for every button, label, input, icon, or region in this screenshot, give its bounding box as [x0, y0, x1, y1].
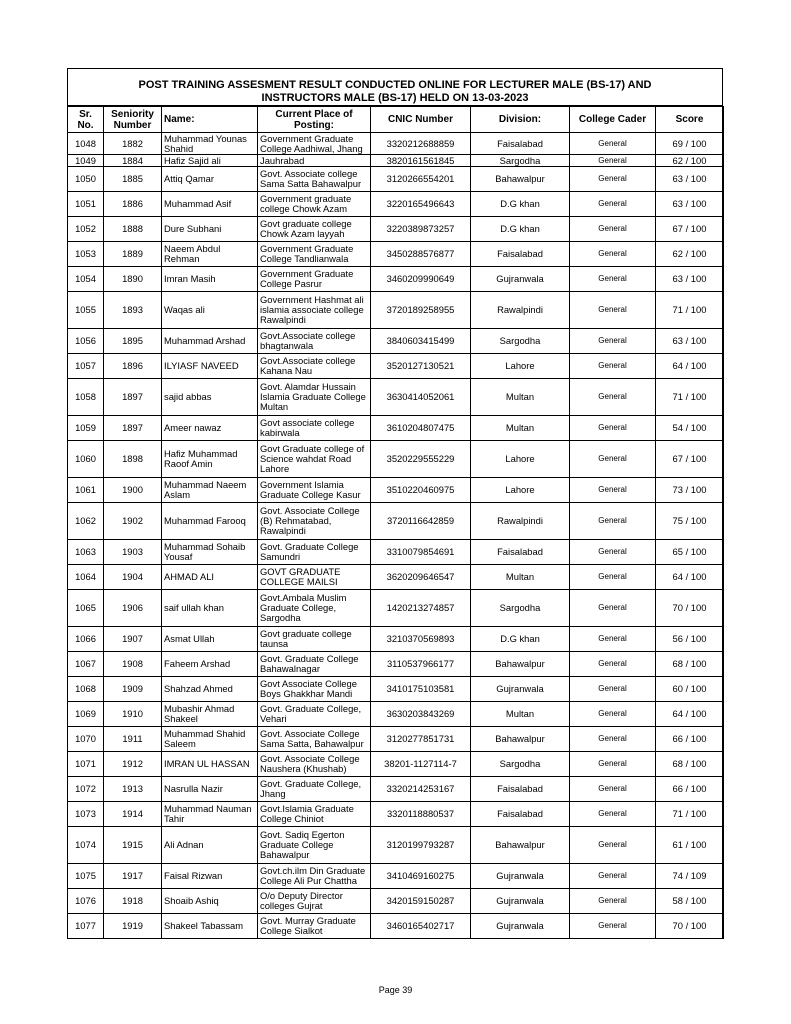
table-row [68, 627, 724, 652]
row-name: Asmat Ullah [162, 627, 258, 652]
table-row [68, 540, 724, 565]
row-cader: General [570, 478, 656, 503]
row-score: 65 / 100 [656, 540, 724, 565]
row-division: Bahawalpur [471, 167, 570, 192]
row-sr: 1064 [68, 565, 104, 590]
row-sr: 1077 [68, 914, 104, 939]
row-name: Muhammad Farooq [162, 503, 258, 540]
row-sr: 1075 [68, 864, 104, 889]
row-cader: General [570, 267, 656, 292]
row-score: 69 / 100 [656, 133, 724, 155]
row-name: Muhammad Shahid Saleem [162, 727, 258, 752]
row-score: 66 / 100 [656, 777, 724, 802]
row-posting: Govt Graduate college of Science wahdat Road Lahore [258, 441, 371, 478]
row-score: 62 / 100 [656, 242, 724, 267]
row-seniority: 1889 [104, 242, 162, 267]
row-posting: Govt. Graduate College, Jhang [258, 777, 371, 802]
row-score: 58 / 100 [656, 889, 724, 914]
row-cader: General [570, 727, 656, 752]
row-posting: Govt.Associate college Kahana Nau [258, 354, 371, 379]
table-row [68, 914, 724, 939]
row-division: Sargodha [471, 752, 570, 777]
row-cader: General [570, 627, 656, 652]
header-row [68, 107, 724, 133]
row-name: Shakeel Tabassam [162, 914, 258, 939]
row-cnic: 3210370569893 [371, 627, 471, 652]
row-name: Imran Masih [162, 267, 258, 292]
row-seniority: 1909 [104, 677, 162, 702]
row-cnic: 3460165402717 [371, 914, 471, 939]
row-cader: General [570, 292, 656, 329]
row-division: Multan [471, 379, 570, 416]
table-row [68, 329, 724, 354]
row-name: Muhammad Asif [162, 192, 258, 217]
title-line-2: INSTRUCTORS MALE (BS-17) HELD ON 13-03-2023 [261, 92, 529, 104]
table-row [68, 652, 724, 677]
row-posting: Govt. Associate college Sama Satta Bahawalpur [258, 167, 371, 192]
row-posting: Govt graduate college taunsa [258, 627, 371, 652]
row-score: 62 / 100 [656, 155, 724, 167]
row-cader: General [570, 677, 656, 702]
row-posting: Govt. Associate College Naushera (Khushab) [258, 752, 371, 777]
row-score: 56 / 100 [656, 627, 724, 652]
row-division: D.G khan [471, 192, 570, 217]
row-division: Gujranwala [471, 864, 570, 889]
row-cader: General [570, 752, 656, 777]
row-cader: General [570, 329, 656, 354]
table-row [68, 267, 724, 292]
page-number: Page 39 [378, 985, 413, 995]
row-division: D.G khan [471, 217, 570, 242]
table-row [68, 802, 724, 827]
row-seniority: 1900 [104, 478, 162, 503]
row-cnic: 3120266554201 [371, 167, 471, 192]
row-name: Naeem Abdul Rehman [162, 242, 258, 267]
row-seniority: 1902 [104, 503, 162, 540]
row-cader: General [570, 379, 656, 416]
row-name: ILYIASF NAVEED [162, 354, 258, 379]
row-name: AHMAD ALI [162, 565, 258, 590]
row-sr: 1049 [68, 155, 104, 167]
row-name: Hafiz Muhammad Raoof Amin [162, 441, 258, 478]
table-body [68, 133, 724, 939]
header-score: Score [656, 107, 724, 133]
row-cnic: 3120277851731 [371, 727, 471, 752]
row-seniority: 1917 [104, 864, 162, 889]
table-row [68, 155, 724, 167]
row-division: Bahawalpur [471, 827, 570, 864]
row-seniority: 1884 [104, 155, 162, 167]
row-sr: 1051 [68, 192, 104, 217]
row-cnic: 3310079854691 [371, 540, 471, 565]
row-division: Sargodha [471, 329, 570, 354]
row-score: 64 / 100 [656, 354, 724, 379]
row-score: 71 / 100 [656, 379, 724, 416]
row-name: Dure Subhani [162, 217, 258, 242]
row-posting: Govt. Alamdar Hussain Islamia Graduate College Multan [258, 379, 371, 416]
row-seniority: 1890 [104, 267, 162, 292]
table-row [68, 242, 724, 267]
row-division: Sargodha [471, 155, 570, 167]
row-seniority: 1886 [104, 192, 162, 217]
row-cnic: 3450288576877 [371, 242, 471, 267]
table-row [68, 167, 724, 192]
row-sr: 1048 [68, 133, 104, 155]
row-sr: 1069 [68, 702, 104, 727]
row-seniority: 1915 [104, 827, 162, 864]
row-cader: General [570, 133, 656, 155]
table-row [68, 889, 724, 914]
row-division: Multan [471, 702, 570, 727]
row-cnic: 3120199793287 [371, 827, 471, 864]
row-score: 64 / 100 [656, 702, 724, 727]
row-division: Rawalpindi [471, 292, 570, 329]
row-sr: 1061 [68, 478, 104, 503]
row-name: Ameer nawaz [162, 416, 258, 441]
row-name: Shahzad Ahmed [162, 677, 258, 702]
row-division: Faisalabad [471, 242, 570, 267]
row-name: Faheem Arshad [162, 652, 258, 677]
table-row [68, 727, 724, 752]
table-row [68, 503, 724, 540]
row-posting: Government Graduate College Aadhiwal, Jhang [258, 133, 371, 155]
row-division: D.G khan [471, 627, 570, 652]
row-division: Lahore [471, 478, 570, 503]
row-cnic: 3320212688859 [371, 133, 471, 155]
row-seniority: 1904 [104, 565, 162, 590]
row-name: Muhammad Younas Shahid [162, 133, 258, 155]
row-name: sajid abbas [162, 379, 258, 416]
row-posting: Jauhrabad [258, 155, 371, 167]
row-cnic: 3410175103581 [371, 677, 471, 702]
row-posting: GOVT GRADUATE COLLEGE MAILSI [258, 565, 371, 590]
row-cnic: 38201-1127114-7 [371, 752, 471, 777]
row-sr: 1059 [68, 416, 104, 441]
row-cnic: 3220389873257 [371, 217, 471, 242]
row-score: 70 / 100 [656, 590, 724, 627]
row-cader: General [570, 914, 656, 939]
row-cnic: 3520229555229 [371, 441, 471, 478]
row-seniority: 1907 [104, 627, 162, 652]
row-score: 68 / 100 [656, 752, 724, 777]
row-seniority: 1903 [104, 540, 162, 565]
table-row [68, 192, 724, 217]
row-score: 61 / 100 [656, 827, 724, 864]
row-seniority: 1911 [104, 727, 162, 752]
row-name: Nasrulla Nazir [162, 777, 258, 802]
row-cnic: 3720116642859 [371, 503, 471, 540]
row-cader: General [570, 354, 656, 379]
row-score: 70 / 100 [656, 914, 724, 939]
row-cader: General [570, 416, 656, 441]
row-sr: 1053 [68, 242, 104, 267]
row-division: Multan [471, 416, 570, 441]
row-score: 67 / 100 [656, 217, 724, 242]
table-row [68, 478, 724, 503]
row-posting: Govt. Associate College (B) Rehmatabad, Rawalpindi [258, 503, 371, 540]
row-name: Attiq Qamar [162, 167, 258, 192]
row-posting: Government Graduate College Pasrur [258, 267, 371, 292]
header-cnic: CNIC Number [371, 107, 471, 133]
row-sr: 1056 [68, 329, 104, 354]
row-seniority: 1908 [104, 652, 162, 677]
row-division: Sargodha [471, 590, 570, 627]
row-cader: General [570, 242, 656, 267]
row-name: Muhammad Sohaib Yousaf [162, 540, 258, 565]
row-seniority: 1896 [104, 354, 162, 379]
header-posting: Current Place of Posting: [258, 107, 371, 133]
row-cader: General [570, 777, 656, 802]
row-division: Multan [471, 565, 570, 590]
row-sr: 1065 [68, 590, 104, 627]
row-division: Gujranwala [471, 889, 570, 914]
table-row [68, 777, 724, 802]
row-cnic: 3620209646547 [371, 565, 471, 590]
row-score: 54 / 100 [656, 416, 724, 441]
row-score: 75 / 100 [656, 503, 724, 540]
row-score: 71 / 100 [656, 292, 724, 329]
row-cnic: 3630414052061 [371, 379, 471, 416]
row-score: 74 / 109 [656, 864, 724, 889]
row-sr: 1057 [68, 354, 104, 379]
row-cnic: 3220165496643 [371, 192, 471, 217]
table-row [68, 379, 724, 416]
row-posting: Government Hashmat ali islamia associate college Rawalpindi [258, 292, 371, 329]
row-posting: Government Islamia Graduate College Kasur [258, 478, 371, 503]
table-row [68, 590, 724, 627]
row-sr: 1054 [68, 267, 104, 292]
row-posting: Govt. Associate College Sama Satta, Bahawalpur [258, 727, 371, 752]
header-division: Division: [471, 107, 570, 133]
row-name: Hafiz Sajid ali [162, 155, 258, 167]
row-cader: General [570, 802, 656, 827]
row-cnic: 3320118880537 [371, 802, 471, 827]
row-cnic: 3840603415499 [371, 329, 471, 354]
row-cnic: 3320214253167 [371, 777, 471, 802]
row-division: Bahawalpur [471, 652, 570, 677]
row-cnic: 3820161561845 [371, 155, 471, 167]
row-score: 64 / 100 [656, 565, 724, 590]
row-cnic: 3110537966177 [371, 652, 471, 677]
row-name: Ali Adnan [162, 827, 258, 864]
row-division: Faisalabad [471, 133, 570, 155]
row-seniority: 1888 [104, 217, 162, 242]
row-name: Shoaib Ashiq [162, 889, 258, 914]
row-name: Mubashir Ahmad Shakeel [162, 702, 258, 727]
table-row [68, 292, 724, 329]
row-division: Faisalabad [471, 802, 570, 827]
row-seniority: 1885 [104, 167, 162, 192]
row-score: 68 / 100 [656, 652, 724, 677]
row-posting: Govt. Graduate College Samundri [258, 540, 371, 565]
row-posting: Govt Associate College Boys Ghakkhar Mandi [258, 677, 371, 702]
row-sr: 1050 [68, 167, 104, 192]
table-row [68, 354, 724, 379]
row-cader: General [570, 590, 656, 627]
row-sr: 1058 [68, 379, 104, 416]
row-cnic: 1420213274857 [371, 590, 471, 627]
row-cader: General [570, 702, 656, 727]
row-cader: General [570, 827, 656, 864]
row-sr: 1060 [68, 441, 104, 478]
row-cader: General [570, 217, 656, 242]
row-sr: 1070 [68, 727, 104, 752]
row-seniority: 1912 [104, 752, 162, 777]
row-division: Lahore [471, 354, 570, 379]
row-seniority: 1897 [104, 379, 162, 416]
header-seniority: Seniority Number [104, 107, 162, 133]
row-seniority: 1895 [104, 329, 162, 354]
row-score: 66 / 100 [656, 727, 724, 752]
row-score: 63 / 100 [656, 329, 724, 354]
row-name: saif ullah khan [162, 590, 258, 627]
row-cader: General [570, 565, 656, 590]
row-division: Rawalpindi [471, 503, 570, 540]
row-seniority: 1898 [104, 441, 162, 478]
row-division: Gujranwala [471, 677, 570, 702]
document-title [68, 69, 722, 106]
row-sr: 1055 [68, 292, 104, 329]
row-cnic: 3720189258955 [371, 292, 471, 329]
row-posting: Govt. Graduate College Bahawalnagar [258, 652, 371, 677]
row-score: 67 / 100 [656, 441, 724, 478]
row-cader: General [570, 192, 656, 217]
title-line-1: POST TRAINING ASSESMENT RESULT CONDUCTED ONLINE FOR LECTURER MALE (BS-17) AND [138, 79, 652, 91]
row-score: 63 / 100 [656, 267, 724, 292]
row-sr: 1074 [68, 827, 104, 864]
row-posting: Govt associate college kabirwala [258, 416, 371, 441]
row-cader: General [570, 441, 656, 478]
row-division: Faisalabad [471, 540, 570, 565]
row-seniority: 1914 [104, 802, 162, 827]
row-cnic: 3510220460975 [371, 478, 471, 503]
row-posting: Government graduate college Chowk Azam [258, 192, 371, 217]
row-posting: Govt graduate college Chowk Azam layyah [258, 217, 371, 242]
row-posting: Govt. Murray Graduate College Sialkot [258, 914, 371, 939]
row-cader: General [570, 167, 656, 192]
row-score: 71 / 100 [656, 802, 724, 827]
row-cnic: 3410469160275 [371, 864, 471, 889]
row-name: Muhammad Naeem Aslam [162, 478, 258, 503]
row-seniority: 1919 [104, 914, 162, 939]
row-sr: 1063 [68, 540, 104, 565]
row-cnic: 3610204807475 [371, 416, 471, 441]
row-sr: 1076 [68, 889, 104, 914]
row-cnic: 3460209990649 [371, 267, 471, 292]
row-posting: Government Graduate College Tandlianwala [258, 242, 371, 267]
row-sr: 1073 [68, 802, 104, 827]
row-division: Bahawalpur [471, 727, 570, 752]
table-row [68, 702, 724, 727]
row-cnic: 3420159150287 [371, 889, 471, 914]
row-sr: 1068 [68, 677, 104, 702]
row-name: Faisal Rizwan [162, 864, 258, 889]
row-name: IMRAN UL HASSAN [162, 752, 258, 777]
row-division: Lahore [471, 441, 570, 478]
row-seniority: 1910 [104, 702, 162, 727]
row-cader: General [570, 864, 656, 889]
row-score: 63 / 100 [656, 192, 724, 217]
row-sr: 1052 [68, 217, 104, 242]
row-score: 63 / 100 [656, 167, 724, 192]
table-row [68, 752, 724, 777]
row-cader: General [570, 503, 656, 540]
row-seniority: 1918 [104, 889, 162, 914]
row-cader: General [570, 540, 656, 565]
results-table [67, 106, 724, 939]
row-seniority: 1913 [104, 777, 162, 802]
row-posting: Govt. Graduate College, Vehari [258, 702, 371, 727]
row-sr: 1072 [68, 777, 104, 802]
row-sr: 1066 [68, 627, 104, 652]
row-cader: General [570, 155, 656, 167]
row-seniority: 1893 [104, 292, 162, 329]
row-seniority: 1897 [104, 416, 162, 441]
row-seniority: 1882 [104, 133, 162, 155]
row-score: 73 / 100 [656, 478, 724, 503]
row-posting: Govt. Sadiq Egerton Graduate College Bahawalpur [258, 827, 371, 864]
row-name: Waqas ali [162, 292, 258, 329]
row-posting: Govt.Associate college bhagtanwala [258, 329, 371, 354]
row-name: Muhammad Nauman Tahir [162, 802, 258, 827]
header-name: Name: [162, 107, 258, 133]
table-row [68, 133, 724, 155]
row-seniority: 1906 [104, 590, 162, 627]
row-name: Muhammad Arshad [162, 329, 258, 354]
row-posting: O/o Deputy Director colleges Gujrat [258, 889, 371, 914]
row-sr: 1067 [68, 652, 104, 677]
row-cnic: 3520127130521 [371, 354, 471, 379]
header-sr: Sr. No. [68, 107, 104, 133]
result-sheet [67, 68, 723, 939]
table-row [68, 416, 724, 441]
row-division: Gujranwala [471, 914, 570, 939]
table-row [68, 827, 724, 864]
row-posting: Govt.Ambala Muslim Graduate College, Sargodha [258, 590, 371, 627]
table-row [68, 677, 724, 702]
row-score: 60 / 100 [656, 677, 724, 702]
row-division: Gujranwala [471, 267, 570, 292]
row-cnic: 3630203843269 [371, 702, 471, 727]
row-sr: 1071 [68, 752, 104, 777]
table-row [68, 864, 724, 889]
row-sr: 1062 [68, 503, 104, 540]
table-row [68, 565, 724, 590]
table-row [68, 441, 724, 478]
row-division: Faisalabad [471, 777, 570, 802]
table-row [68, 217, 724, 242]
row-posting: Govt.Islamia Graduate College Chiniot [258, 802, 371, 827]
row-cader: General [570, 652, 656, 677]
row-posting: Govt.ch.ilm Din Graduate College Ali Pur Chattha [258, 864, 371, 889]
row-cader: General [570, 889, 656, 914]
header-cader: College Cader [570, 107, 656, 133]
